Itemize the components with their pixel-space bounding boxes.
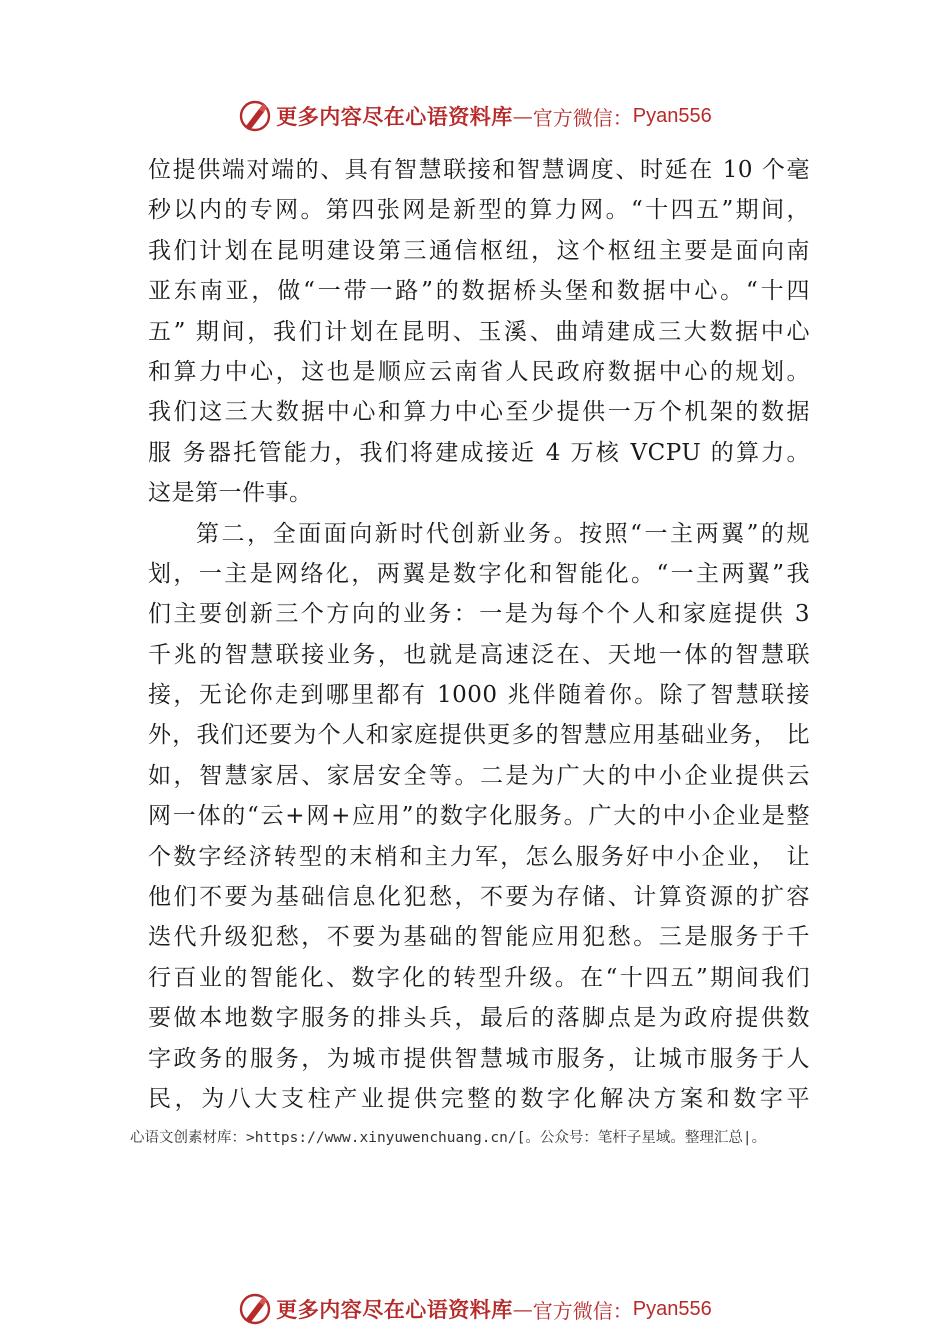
text-line: 位提供端对端的、具有智慧联接和智慧调度、时延在 10 个毫 [148,157,810,183]
text-line: 第二，全面面向新时代创新业务。按照“一主两翼”的规 [196,520,810,547]
text-line: 接，无论你走到哪里都有 1000 兆伴随着你。除了智慧联接 [148,682,810,709]
pen-nib-seal-icon [238,99,272,133]
banner-title: 更多内容尽在心语资料库 [276,104,513,129]
text-line: 他们不要为基础信息化犯愁，不要为存储、计算资源的扩容 [148,884,810,911]
footer-banner [0,1289,950,1329]
text-line: 民，为八大支柱产业提供完整的数字化解决方案和数字平 [148,1085,810,1112]
text-line: 划，一主是网络化，两翼是数字化和智能化。“一主两翼”我 [148,560,810,587]
text-line: 这是第一件事。 [148,480,313,507]
text-line: 外，我们还要为个人和家庭提供更多的智慧应用基础业务， 比 [148,722,810,749]
text-line: 服 务器托管能力，我们将建成接近 4 万核 VCPU 的算力。 [148,439,810,466]
text-line: 亚东南亚，做“一带一路”的数据桥头堡和数据中心。“十四 [148,278,810,305]
paragraph-2 [148,514,810,1120]
text-line: 们主要创新三个方向的业务：一是为每个个人和家庭提供 3 [148,601,810,628]
text-line: 字政务的服务，为城市提供智慧城市服务，让城市服务于人 [148,1045,810,1072]
pen-nib-seal-icon [238,1292,272,1326]
banner-wechat-id: Pyan556 [632,104,712,127]
header-banner [0,96,950,136]
text-line: 五” 期间，我们计划在昆明、玉溪、曲靖建成三大数据中心 [148,318,810,345]
banner-wechat-id: Pyan556 [632,1297,712,1320]
text-line: 如，智慧家居、家居安全等。二是为广大的中小企业提供云 [148,762,810,789]
text-line: 要做本地数字服务的排头兵，最后的落脚点是为政府提供数 [148,1005,810,1032]
banner-dash: — [512,104,533,128]
text-line: 行百业的智能化、数字化的转型升级。在“十四五”期间我们 [148,964,810,991]
text-line: 网一体的“云+网+应用”的数字化服务。广大的中小企业是整 [148,803,810,830]
banner-wechat-label: 官方微信： [532,1298,633,1323]
text-line: 千兆的智慧联接业务，也就是高速泛在、天地一体的智慧联 [148,641,810,668]
text-line: 秒以内的专网。第四张网是新型的算力网。“十四五”期间， [148,197,810,224]
text-line: 个数字经济转型的末梢和主力军，怎么服务好中小企业， 让 [148,843,810,870]
banner-title: 更多内容尽在心语资料库 [276,1297,513,1322]
banner-dash: — [512,1297,533,1321]
text-line: 我们计划在昆明建设第三通信枢纽，这个枢纽主要是面向南 [148,237,810,264]
text-line: 我们这三大数据中心和算力中心至少提供一万个机架的数据 [148,399,810,426]
text-line: 迭代升级犯愁，不要为基础的智能应用犯愁。三是服务于千 [148,924,810,951]
banner-wechat-label: 官方微信： [532,105,633,130]
document-body [148,150,810,1119]
source-note: 心语文创素材库：>https://www.xinyuwenchuang.cn/[。公众号：笔杆子星域。整理汇总|。 [130,1130,767,1146]
paragraph-1 [148,150,810,514]
text-line: 和算力中心，这也是顺应云南省人民政府数据中心的规划。 [148,358,810,385]
